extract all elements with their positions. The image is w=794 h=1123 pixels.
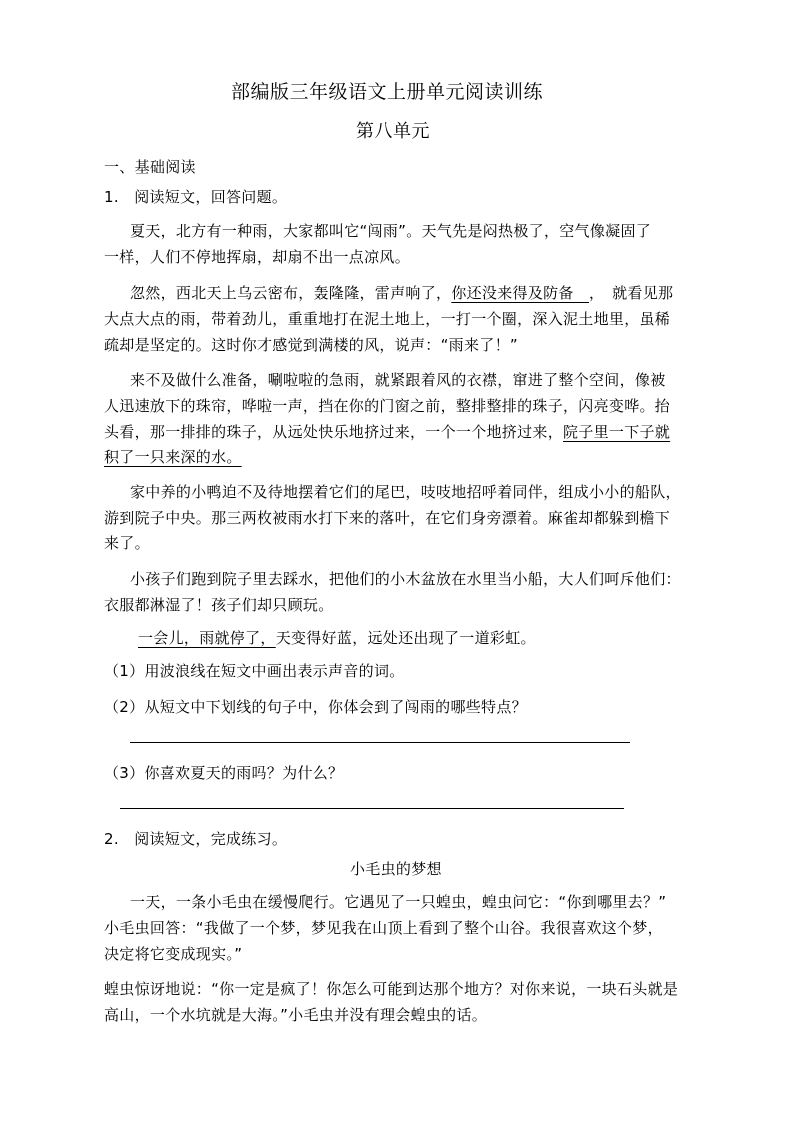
passage-line: 决定将它变成现实。”: [104, 945, 243, 963]
answer-line[interactable]: [130, 742, 630, 743]
passage-line: 衣服都淋湿了！孩子们却只顾玩。: [104, 596, 334, 614]
passage-line: 游到院子中央。那三两枚被雨水打下来的落叶，在它们身旁漂着。麻雀却都躲到檐下: [104, 509, 671, 527]
passage-line: 一样，人们不停地挥扇，却扇不出一点凉风。: [104, 248, 411, 266]
page-title: 部编版三年级语文上册单元阅读训练: [231, 81, 544, 103]
unit-heading: 第八单元: [356, 121, 430, 142]
passage-line: [104, 447, 242, 467]
underlined-sentence: 院子里一下子就: [563, 423, 671, 441]
underlined-sentence: 你还没来得及防备: [451, 284, 590, 302]
passage-line: [130, 283, 673, 303]
passage-text: 头看，那一排排的珠子，从远处快乐地挤过来，一个一个地挤过来，: [104, 423, 564, 441]
passage-line: [138, 628, 536, 648]
passage-line: 大点大点的雨，带着劲儿，重重地打在泥土地上，一打一个圈，深入泥土地里，虽稀: [104, 310, 671, 328]
section-heading: 一、基础阅读: [104, 158, 196, 176]
passage-line: 疏却是坚定的。这时你才感觉到满楼的风，说声：“雨来了！”: [104, 336, 518, 354]
underlined-sentence: 一会儿，雨就停了，: [138, 629, 276, 647]
question-1-label: 1. 阅读短文，回答问题。: [104, 188, 288, 206]
sub-question-1: （1）用波浪线在短文中画出表示声音的词。: [104, 662, 405, 680]
passage-text: 忽然，西北天上乌云密布，轰隆隆，雷声响了，: [130, 284, 452, 302]
passage-line: [104, 422, 670, 442]
underlined-sentence: 积了一只来深的水。: [104, 448, 242, 466]
passage-line: 小毛虫回答：“我做了一个梦，梦见我在山顶上看到了整个山谷。我很喜欢这个梦，: [104, 919, 663, 937]
passage-line: 一天，一条小毛虫在缓慢爬行。它遇见了一只蝗虫，蝗虫问它：“你到哪里去？”: [130, 893, 667, 911]
question-2-label: 2. 阅读短文，完成练习。: [104, 830, 288, 848]
passage-line: 高山，一个水坑就是大海。”小毛虫并没有理会蝗虫的话。: [104, 1006, 488, 1024]
passage-line: 蝗虫惊讶地说：“你一定是疯了！你怎么可能到达那个地方？对你来说，一块石头就是: [104, 980, 679, 998]
sub-question-2: （2）从短文中下划线的句子中，你体会到了闯雨的哪些特点？: [104, 698, 527, 716]
sub-question-3: （3）你喜欢夏天的雨吗？为什么？: [104, 764, 344, 782]
passage-text: ， 就看见那: [589, 284, 674, 302]
passage-line: 来了。: [104, 534, 150, 552]
passage-line: 小孩子们跑到院子里去踩水，把他们的小木盆放在水里当小船，大人们呵斥他们：: [130, 570, 681, 588]
passage-line: 夏天，北方有一种雨，大家都叫它“闯雨”。天气先是闷热极了，空气像凝固了: [130, 222, 652, 240]
passage-line: 人迅速放下的珠帘，哗啦一声，挡在你的门窗之前，整排整排的珠子，闪亮变哗。抬: [104, 397, 671, 415]
passage-line: 来不及做什么准备，唰啦啦的急雨，就紧跟着风的衣襟，窜进了整个空间，像被: [130, 371, 666, 389]
answer-line[interactable]: [120, 808, 624, 809]
passage-text: 天变得好蓝，远处还出现了一道彩虹。: [275, 629, 536, 647]
passage-line: 家中养的小鸭迫不及待地摆着它们的尾巴，吱吱地招呼着同伴，组成小小的船队，: [130, 483, 681, 501]
story-title: 小毛虫的梦想: [350, 860, 442, 878]
